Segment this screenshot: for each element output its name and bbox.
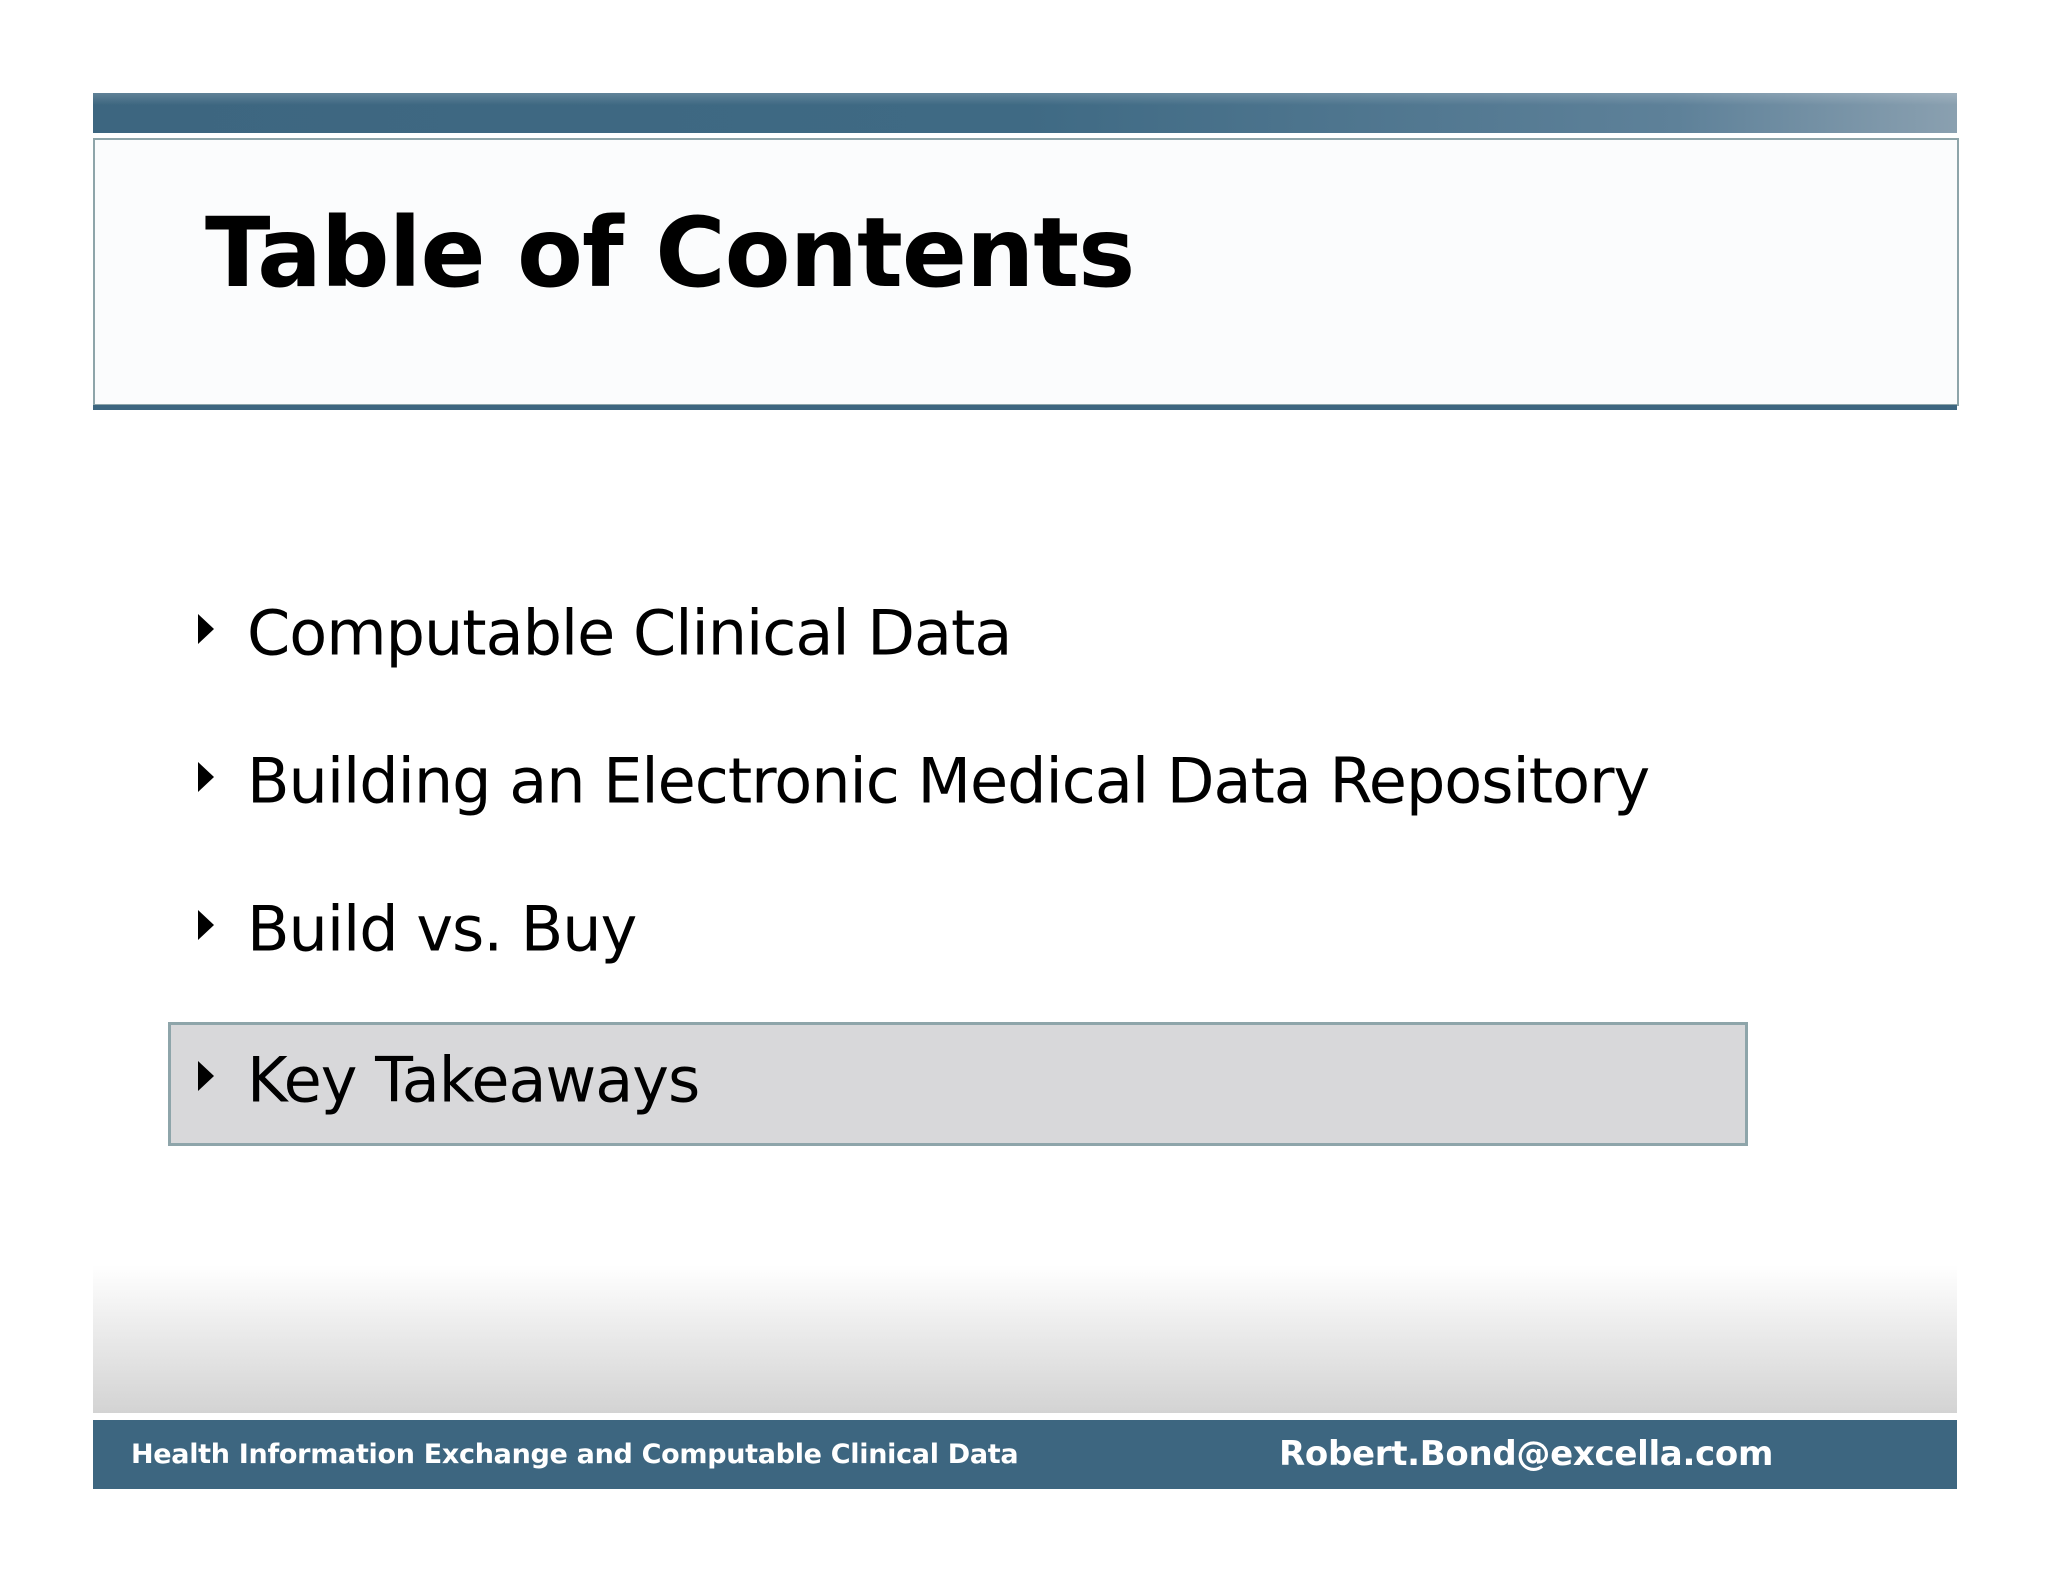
toc-item-computable-clinical-data[interactable] (168, 575, 1748, 699)
footer-gradient (93, 1265, 1957, 1413)
footer-presentation-title: Health Information Exchange and Computable Clinical Data (131, 1438, 1019, 1470)
toc-item-key-takeaways[interactable] (168, 1022, 1748, 1146)
bullet-arrow-icon (198, 910, 214, 940)
slide-title: Table of Contents (205, 197, 1135, 309)
toc-item-label: Building an Electronic Medical Data Repository (247, 744, 1650, 818)
toc-item-label: Computable Clinical Data (247, 596, 1012, 670)
toc-item-build-vs-buy[interactable] (168, 871, 1748, 995)
footer-email: Robert.Bond@excella.com (1279, 1433, 1774, 1474)
toc-item-label: Build vs. Buy (247, 892, 637, 966)
toc-item-building-repository[interactable] (168, 723, 1748, 847)
bullet-arrow-icon (198, 762, 214, 792)
bullet-arrow-icon (198, 614, 214, 644)
toc-item-label: Key Takeaways (247, 1043, 700, 1117)
bullet-arrow-icon (198, 1061, 214, 1091)
footer-bar (93, 1420, 1957, 1489)
